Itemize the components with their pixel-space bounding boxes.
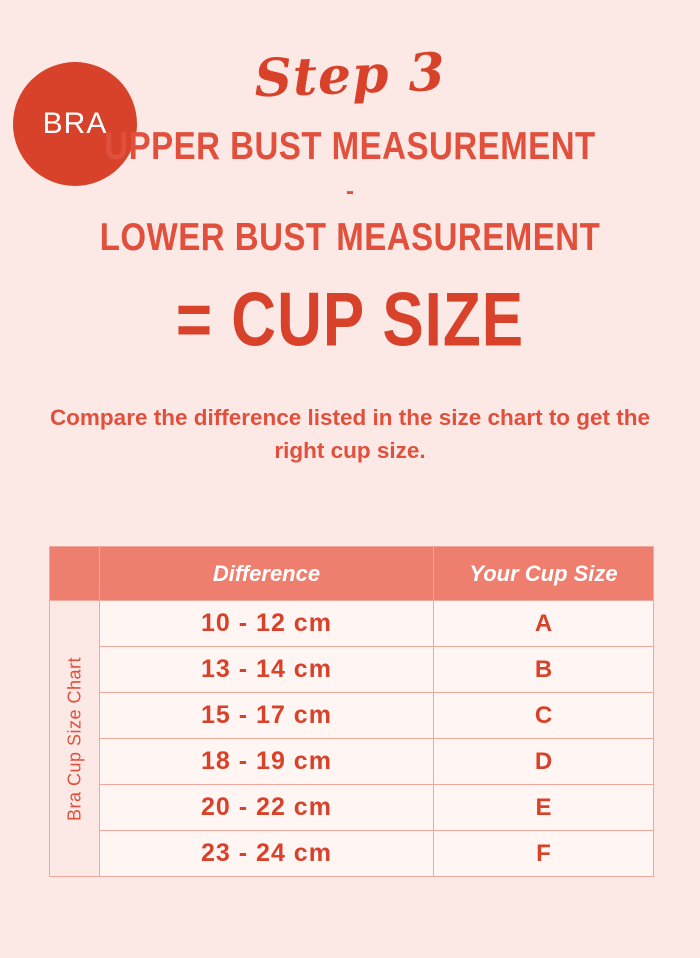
row-cup: B [434,647,654,693]
row-cup: E [434,785,654,831]
row-difference: 15 - 17 cm [100,693,434,739]
table-head [50,547,654,601]
row-cup: C [434,693,654,739]
table-row [50,693,654,739]
header-section [0,0,700,468]
formula-lower-bust: LOWER BUST MEASUREMENT [99,214,601,259]
table-side-label-cell [50,601,100,877]
bra-badge-label: BRA [42,107,108,140]
formula-minus-sign: - [346,177,354,205]
step-title: Step 3 [253,41,447,110]
table-row [50,601,654,647]
bra-cup-size-table [49,546,654,877]
row-difference: 20 - 22 cm [100,785,434,831]
formula-upper-bust: UPPER BUST MEASUREMENT [104,123,596,168]
table-row [50,785,654,831]
row-difference: 10 - 12 cm [100,601,434,647]
row-cup: F [434,831,654,877]
instruction-text: Compare the difference listed in the size chart to get the right cup size. [49,405,651,464]
row-cup: A [434,601,654,647]
table-row [50,739,654,785]
row-cup: D [434,739,654,785]
formula-result: = CUP SIZE [175,278,525,364]
size-chart-container [49,546,650,877]
row-difference: 13 - 14 cm [100,647,434,693]
row-difference: 23 - 24 cm [100,831,434,877]
table-header-row [50,547,654,601]
table-header-corner [50,547,100,601]
table-row [50,647,654,693]
row-difference: 18 - 19 cm [100,739,434,785]
table-header-difference: Difference [100,547,434,601]
table-header-cup-size: Your Cup Size [434,547,654,601]
table-row [50,831,654,877]
table-side-label: Bra Cup Size Chart [64,656,84,821]
table-body [50,601,654,877]
